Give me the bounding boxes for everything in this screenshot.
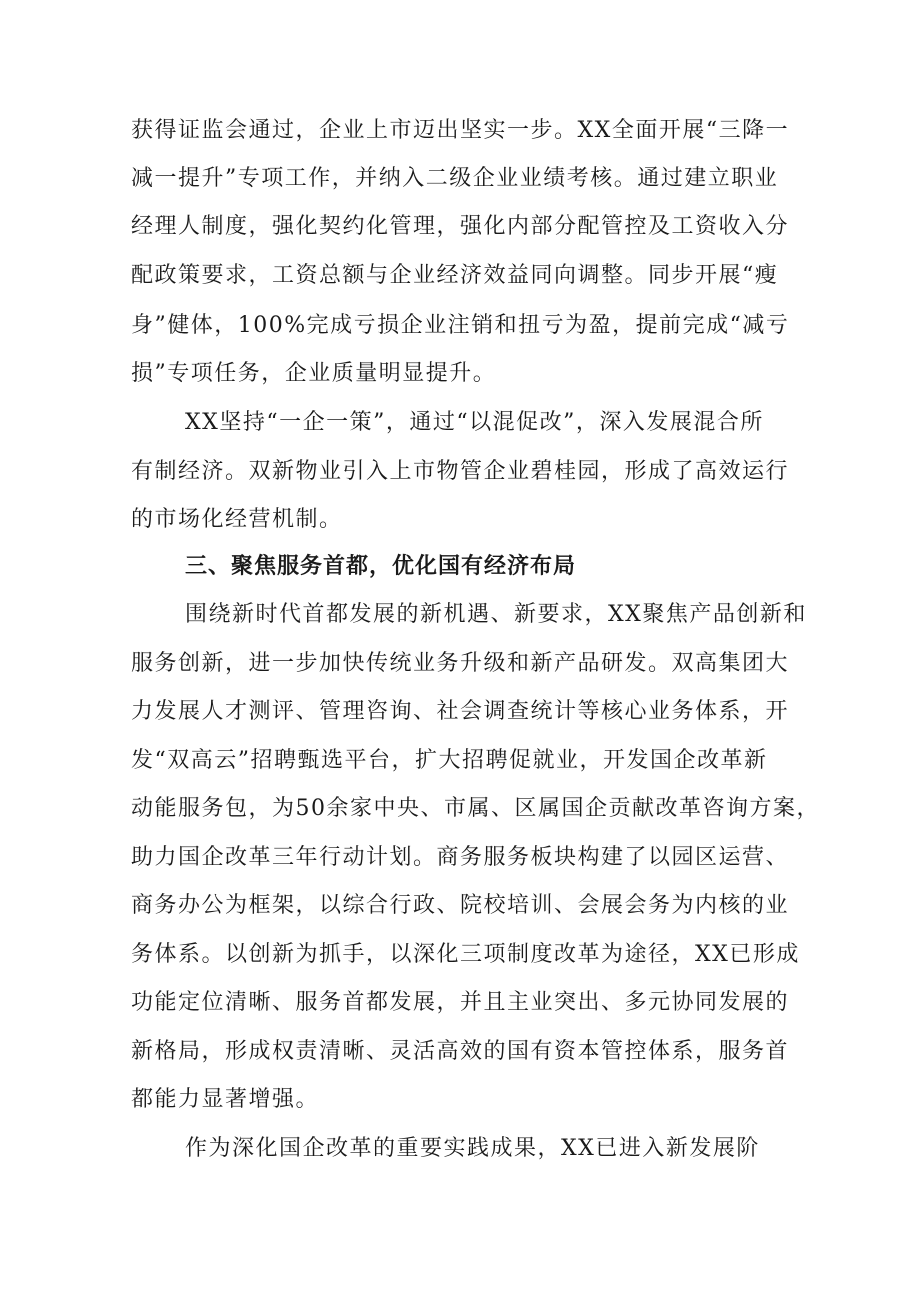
paragraph-line: 经理人制度，强化契约化管理，强化内部分配管控及工资收入分	[131, 214, 790, 239]
paragraph-line: 获得证监会通过，企业上市迈出坚实一步。XX全面开展“三降一	[131, 118, 790, 143]
section-heading: 三、聚焦服务首都，优化国有经济布局	[185, 554, 577, 579]
paragraph-line: 减一提升”专项工作，并纳入二级企业业绩考核。通过建立职业	[131, 166, 779, 191]
paragraph-line: XX坚持“一企一策”，通过“以混促改”，深入发展混合所	[185, 410, 764, 435]
paragraph-line: 围绕新时代首都发展的新机遇、新要求，XX聚焦产品创新和	[185, 602, 807, 627]
paragraph-line: 功能定位清晰、服务首都发展，并且主业突出、多元协同发展的	[131, 990, 790, 1015]
paragraph-line: 作为深化国企改革的重要实践成果，XX已进入新发展阶	[185, 1136, 760, 1161]
paragraph-line: 身”健体，100%完成亏损企业注销和扭亏为盈，提前完成“减亏	[131, 313, 790, 338]
paragraph-line: 动能服务包，为50余家中央、市属、区属国企贡献改革咨询方案，	[131, 796, 820, 821]
paragraph-line: 务体系。以创新为抓手，以深化三项制度改革为途径，XX已形成	[131, 942, 800, 967]
paragraph-line: 配政策要求，工资总额与企业经济效益同向调整。同步开展“瘦	[131, 263, 779, 288]
paragraph-line: 商务办公为框架，以综合行政、院校培训、会展会务为内核的业	[131, 893, 790, 918]
paragraph-line: 服务创新，进一步加快传统业务升级和新产品研发。双高集团大	[131, 651, 790, 676]
paragraph-line: 都能力显著增强。	[131, 1087, 320, 1112]
paragraph-line: 发“双高云”招聘甄选平台，扩大招聘促就业，开发国企改革新	[131, 748, 768, 773]
paragraph-line: 的市场化经营机制。	[131, 507, 343, 532]
paragraph-line: 有制经济。双新物业引入上市物管企业碧桂园，形成了高效运行	[131, 459, 790, 484]
paragraph-line: 助力国企改革三年行动计划。商务服务板块构建了以园区运营、	[131, 845, 790, 870]
paragraph-line: 力发展人才测评、管理咨询、社会调查统计等核心业务体系，开	[131, 699, 790, 724]
paragraph-line: 损”专项任务，企业质量明显提升。	[131, 361, 497, 386]
paragraph-line: 新格局，形成权责清晰、灵活高效的国有资本管控体系，服务首	[131, 1039, 790, 1064]
